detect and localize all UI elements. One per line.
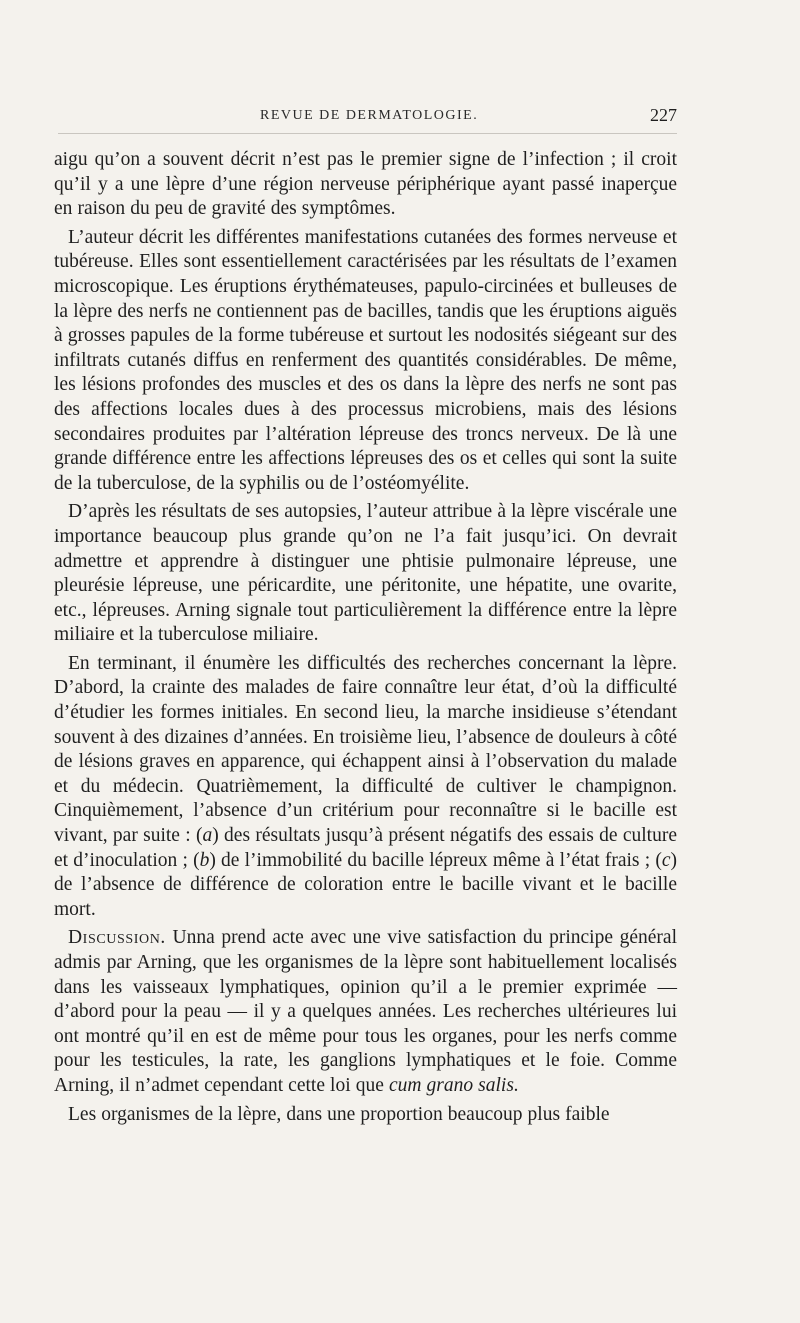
page-body <box>54 148 677 1131</box>
paragraph-4-text-4: ) de l’absence de différence de coloration entre le bacille vivant et le bacille mort. <box>54 849 677 920</box>
running-title: REVUE DE DERMATOLOGIE. <box>260 108 479 123</box>
paragraph-5-text: Unna prend acte avec une vive satisfaction du principe général admis par Arning, que les organismes de la lèpre sont habituellement localisés dans les vaisseaux lymphatiques, opinion qu’il a le premier exprimée — d’abord pour la peau — il y a quelques années. Les recherches ultérieures lui ont montré qu’il en est de même pour tous les organes, pour les nerfs comme pour les testicules, la rate, les ganglions lymphatiques et le foie. Comme Arning, il n’admet cependant cette loi que <box>54 927 677 1096</box>
paragraph-5 <box>54 926 677 1098</box>
paragraph-4-letter-c: c <box>661 849 671 871</box>
paragraph-4-text-1: En terminant, il énumère les difficultés des recherches concernant la lèpre. D’abord, la crainte des malades de faire connaître leur état, d’où la difficulté d’étudier les formes initiales. En second lieu, la marche insidieuse s’étendant souvent à des dizaines d’années. En troisième lieu, l’absence de douleurs à côté de lésions graves en apparence, qui échappent ainsi à l’observation du malade et du médecin. Quatrièmement, la difficulté de cultiver le champignon. Cinquièmement, l’absence d’un critérium pour reconnaître si le bacille est vivant, par suite : ( <box>54 652 677 847</box>
paragraph-2: L’auteur décrit les différentes manifestations cutanées des formes nerveuse et tubéreuse. Elles sont essentiellement caractérisées par les résultats de l’examen microscopique. Les éruptions érythémateuses, papulo-circinées et bulleuses de la lèpre des nerfs ne contiennent pas de bacilles, tandis que les éruptions aiguës à grosses papules de la forme tubéreuse et surtout les nodosités siégeant sur des infiltrats cutanés diffus en renferment des quantités considérables. De même, les lésions profondes des muscles et des os dans la lèpre des nerfs ne sont pas des affections locales dues à des processus microbiens, mais des lésions secondaires produites par l’altération lépreuse des troncs nerveux. De là une grande différence entre les affections lépreuses des os et celles qui sont la suite de la tuberculose, de la syphilis ou de l’ostéomyélite. <box>54 226 677 494</box>
page-number: 227 <box>650 105 677 125</box>
paragraph-4-text-3: ) de l’immobilité du bacille lépreux même à l’état frais ; ( <box>209 849 662 871</box>
latin-phrase: cum grano salis. <box>388 1074 519 1096</box>
paragraph-4-letter-a: a <box>202 825 213 847</box>
header-rule <box>58 133 677 134</box>
paragraph-3: D’après les résultats de ses autopsies, l’auteur attribue à la lèpre viscérale une importance beaucoup plus grande qu’on ne l’a fait jusqu’ici. On devrait admettre et apprendre à distinguer une phtisie pulmonaire lépreuse, une pleurésie lépreuse, une péricardite, une péritonite, une hépatite, une ovarite, etc., lépreuses. Arning signale tout particulièrement la différence entre la lèpre miliaire et la tuberculose miliaire. <box>54 501 677 646</box>
paragraph-4 <box>54 652 677 923</box>
paragraph-6: Les organismes de la lèpre, dans une proportion beaucoup plus faible <box>68 1103 610 1125</box>
paragraph-4-text-2: ) des résultats jusqu’à présent négatifs des essais de culture et d’inoculation ; ( <box>54 825 677 871</box>
discussion-label: Discussion. <box>68 927 166 949</box>
paragraph-1: aigu qu’on a souvent décrit n’est pas le premier signe de l’infection ; il croit qu’il y a une lèpre d’une région nerveuse périphérique ayant passé inaperçue en raison du peu de gravité des symptômes. <box>54 149 677 220</box>
paragraph-4-letter-b: b <box>199 849 210 871</box>
page-header <box>58 105 677 133</box>
